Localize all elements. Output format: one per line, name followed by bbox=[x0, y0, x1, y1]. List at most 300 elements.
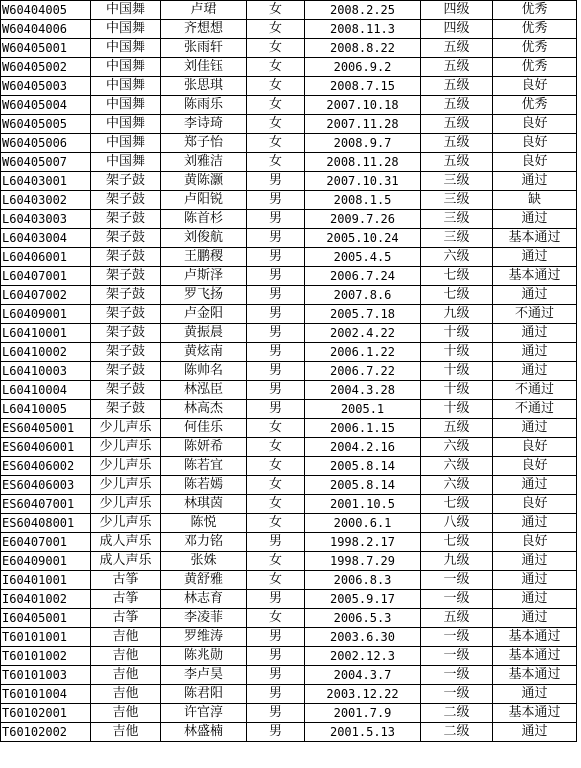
gender-cell: 男 bbox=[247, 685, 305, 704]
exam-level-cell: 九级 bbox=[421, 305, 493, 324]
candidate-id-cell: L60410001 bbox=[1, 324, 91, 343]
birth-date-cell: 1998.7.29 bbox=[305, 552, 421, 571]
candidate-id-cell: ES60406003 bbox=[1, 476, 91, 495]
subject-cell: 架子鼓 bbox=[91, 286, 161, 305]
result-cell: 通过 bbox=[493, 172, 577, 191]
subject-cell: 吉他 bbox=[91, 704, 161, 723]
birth-date-cell: 2001.10.5 bbox=[305, 495, 421, 514]
birth-date-cell: 2009.7.26 bbox=[305, 210, 421, 229]
table-row bbox=[1, 77, 577, 96]
candidate-id-cell: W60405007 bbox=[1, 153, 91, 172]
exam-level-cell: 一级 bbox=[421, 647, 493, 666]
student-name-cell: 李诗琦 bbox=[161, 115, 247, 134]
candidate-id-cell: T60102001 bbox=[1, 704, 91, 723]
gender-cell: 男 bbox=[247, 248, 305, 267]
student-name-cell: 陈雨乐 bbox=[161, 96, 247, 115]
candidate-id-cell: W60405001 bbox=[1, 39, 91, 58]
birth-date-cell: 2000.6.1 bbox=[305, 514, 421, 533]
student-name-cell: 卢金阳 bbox=[161, 305, 247, 324]
exam-level-cell: 三级 bbox=[421, 210, 493, 229]
table-row bbox=[1, 172, 577, 191]
table-row bbox=[1, 1, 577, 20]
subject-cell: 古筝 bbox=[91, 571, 161, 590]
gender-cell: 男 bbox=[247, 666, 305, 685]
candidate-id-cell: E60409001 bbox=[1, 552, 91, 571]
birth-date-cell: 2007.8.6 bbox=[305, 286, 421, 305]
gender-cell: 女 bbox=[247, 609, 305, 628]
subject-cell: 架子鼓 bbox=[91, 400, 161, 419]
table-row bbox=[1, 153, 577, 172]
result-cell: 通过 bbox=[493, 552, 577, 571]
table-row bbox=[1, 20, 577, 39]
result-cell: 不通过 bbox=[493, 400, 577, 419]
student-name-cell: 陈妍希 bbox=[161, 438, 247, 457]
gender-cell: 男 bbox=[247, 229, 305, 248]
gender-cell: 男 bbox=[247, 210, 305, 229]
exam-level-cell: 五级 bbox=[421, 419, 493, 438]
table-row bbox=[1, 590, 577, 609]
subject-cell: 吉他 bbox=[91, 666, 161, 685]
result-cell: 良好 bbox=[493, 134, 577, 153]
birth-date-cell: 2008.11.3 bbox=[305, 20, 421, 39]
table-row bbox=[1, 39, 577, 58]
exam-level-cell: 十级 bbox=[421, 343, 493, 362]
exam-level-cell: 七级 bbox=[421, 495, 493, 514]
student-name-cell: 林盛楠 bbox=[161, 723, 247, 742]
result-cell: 通过 bbox=[493, 476, 577, 495]
student-name-cell: 张思琪 bbox=[161, 77, 247, 96]
subject-cell: 吉他 bbox=[91, 647, 161, 666]
subject-cell: 中国舞 bbox=[91, 20, 161, 39]
exam-level-cell: 三级 bbox=[421, 172, 493, 191]
birth-date-cell: 2004.3.28 bbox=[305, 381, 421, 400]
gender-cell: 男 bbox=[247, 305, 305, 324]
exam-level-cell: 十级 bbox=[421, 324, 493, 343]
result-cell: 通过 bbox=[493, 343, 577, 362]
table-row bbox=[1, 134, 577, 153]
exam-level-cell: 十级 bbox=[421, 400, 493, 419]
subject-cell: 吉他 bbox=[91, 723, 161, 742]
gender-cell: 男 bbox=[247, 723, 305, 742]
result-cell: 良好 bbox=[493, 115, 577, 134]
subject-cell: 吉他 bbox=[91, 685, 161, 704]
student-name-cell: 林高杰 bbox=[161, 400, 247, 419]
subject-cell: 架子鼓 bbox=[91, 343, 161, 362]
candidate-id-cell: L60406001 bbox=[1, 248, 91, 267]
gender-cell: 男 bbox=[247, 362, 305, 381]
table-row bbox=[1, 495, 577, 514]
result-cell: 优秀 bbox=[493, 96, 577, 115]
gender-cell: 女 bbox=[247, 1, 305, 20]
gender-cell: 女 bbox=[247, 153, 305, 172]
exam-level-cell: 一级 bbox=[421, 685, 493, 704]
candidate-id-cell: ES60408001 bbox=[1, 514, 91, 533]
result-cell: 优秀 bbox=[493, 20, 577, 39]
result-cell: 优秀 bbox=[493, 39, 577, 58]
candidate-id-cell: L60410003 bbox=[1, 362, 91, 381]
student-name-cell: 李凌菲 bbox=[161, 609, 247, 628]
table-row bbox=[1, 628, 577, 647]
result-cell: 良好 bbox=[493, 438, 577, 457]
result-cell: 基本通过 bbox=[493, 666, 577, 685]
subject-cell: 架子鼓 bbox=[91, 267, 161, 286]
table-row bbox=[1, 343, 577, 362]
candidate-id-cell: L60410005 bbox=[1, 400, 91, 419]
student-name-cell: 李卢昊 bbox=[161, 666, 247, 685]
result-cell: 通过 bbox=[493, 210, 577, 229]
birth-date-cell: 2006.7.22 bbox=[305, 362, 421, 381]
candidate-id-cell: W60404006 bbox=[1, 20, 91, 39]
student-name-cell: 黄振晨 bbox=[161, 324, 247, 343]
result-cell: 良好 bbox=[493, 533, 577, 552]
exam-level-cell: 六级 bbox=[421, 476, 493, 495]
gender-cell: 男 bbox=[247, 191, 305, 210]
table-row bbox=[1, 685, 577, 704]
table-row bbox=[1, 362, 577, 381]
subject-cell: 古筝 bbox=[91, 609, 161, 628]
gender-cell: 男 bbox=[247, 286, 305, 305]
subject-cell: 少儿声乐 bbox=[91, 476, 161, 495]
result-cell: 通过 bbox=[493, 514, 577, 533]
birth-date-cell: 2005.10.24 bbox=[305, 229, 421, 248]
subject-cell: 成人声乐 bbox=[91, 552, 161, 571]
exam-level-cell: 一级 bbox=[421, 571, 493, 590]
table-row bbox=[1, 210, 577, 229]
student-name-cell: 卢阳锐 bbox=[161, 191, 247, 210]
student-name-cell: 陈君阳 bbox=[161, 685, 247, 704]
result-cell: 通过 bbox=[493, 286, 577, 305]
exam-level-cell: 八级 bbox=[421, 514, 493, 533]
gender-cell: 男 bbox=[247, 267, 305, 286]
result-cell: 基本通过 bbox=[493, 628, 577, 647]
subject-cell: 架子鼓 bbox=[91, 362, 161, 381]
subject-cell: 中国舞 bbox=[91, 77, 161, 96]
gender-cell: 女 bbox=[247, 457, 305, 476]
table-row bbox=[1, 324, 577, 343]
subject-cell: 架子鼓 bbox=[91, 305, 161, 324]
student-name-cell: 林志育 bbox=[161, 590, 247, 609]
candidate-id-cell: ES60407001 bbox=[1, 495, 91, 514]
candidate-id-cell: L60409001 bbox=[1, 305, 91, 324]
candidate-id-cell: L60403003 bbox=[1, 210, 91, 229]
candidate-id-cell: L60403004 bbox=[1, 229, 91, 248]
gender-cell: 男 bbox=[247, 324, 305, 343]
birth-date-cell: 2007.10.31 bbox=[305, 172, 421, 191]
birth-date-cell: 2008.8.22 bbox=[305, 39, 421, 58]
gender-cell: 男 bbox=[247, 590, 305, 609]
table-row bbox=[1, 514, 577, 533]
gender-cell: 男 bbox=[247, 704, 305, 723]
subject-cell: 少儿声乐 bbox=[91, 514, 161, 533]
table-row bbox=[1, 305, 577, 324]
result-cell: 通过 bbox=[493, 590, 577, 609]
result-cell: 良好 bbox=[493, 457, 577, 476]
candidate-id-cell: I60401002 bbox=[1, 590, 91, 609]
result-cell: 通过 bbox=[493, 685, 577, 704]
exam-level-cell: 三级 bbox=[421, 191, 493, 210]
gender-cell: 女 bbox=[247, 77, 305, 96]
subject-cell: 中国舞 bbox=[91, 58, 161, 77]
gender-cell: 女 bbox=[247, 571, 305, 590]
result-cell: 优秀 bbox=[493, 58, 577, 77]
result-cell: 通过 bbox=[493, 362, 577, 381]
candidate-id-cell: L60407002 bbox=[1, 286, 91, 305]
exam-level-cell: 五级 bbox=[421, 134, 493, 153]
table-row bbox=[1, 723, 577, 742]
candidate-id-cell: W60405002 bbox=[1, 58, 91, 77]
table-row bbox=[1, 457, 577, 476]
result-cell: 良好 bbox=[493, 77, 577, 96]
gender-cell: 女 bbox=[247, 96, 305, 115]
subject-cell: 中国舞 bbox=[91, 153, 161, 172]
candidate-id-cell: W60405006 bbox=[1, 134, 91, 153]
result-cell: 通过 bbox=[493, 419, 577, 438]
student-name-cell: 邓力铭 bbox=[161, 533, 247, 552]
birth-date-cell: 2004.2.16 bbox=[305, 438, 421, 457]
birth-date-cell: 2008.2.25 bbox=[305, 1, 421, 20]
student-name-cell: 卢斯泽 bbox=[161, 267, 247, 286]
birth-date-cell: 2008.7.15 bbox=[305, 77, 421, 96]
gender-cell: 女 bbox=[247, 438, 305, 457]
exam-level-cell: 七级 bbox=[421, 267, 493, 286]
birth-date-cell: 2004.3.7 bbox=[305, 666, 421, 685]
candidate-id-cell: E60407001 bbox=[1, 533, 91, 552]
student-name-cell: 黄炫南 bbox=[161, 343, 247, 362]
gender-cell: 女 bbox=[247, 20, 305, 39]
subject-cell: 成人声乐 bbox=[91, 533, 161, 552]
subject-cell: 架子鼓 bbox=[91, 229, 161, 248]
candidate-id-cell: ES60406001 bbox=[1, 438, 91, 457]
candidate-id-cell: ES60406002 bbox=[1, 457, 91, 476]
exam-level-cell: 七级 bbox=[421, 533, 493, 552]
birth-date-cell: 2005.8.14 bbox=[305, 476, 421, 495]
gender-cell: 男 bbox=[247, 172, 305, 191]
birth-date-cell: 2001.7.9 bbox=[305, 704, 421, 723]
subject-cell: 架子鼓 bbox=[91, 324, 161, 343]
gender-cell: 男 bbox=[247, 647, 305, 666]
result-cell: 良好 bbox=[493, 153, 577, 172]
student-name-cell: 陈悦 bbox=[161, 514, 247, 533]
birth-date-cell: 2005.7.18 bbox=[305, 305, 421, 324]
table-row bbox=[1, 438, 577, 457]
birth-date-cell: 2006.8.3 bbox=[305, 571, 421, 590]
birth-date-cell: 1998.2.17 bbox=[305, 533, 421, 552]
birth-date-cell: 2005.8.14 bbox=[305, 457, 421, 476]
table-row bbox=[1, 552, 577, 571]
table-row bbox=[1, 704, 577, 723]
student-name-cell: 张姝 bbox=[161, 552, 247, 571]
candidate-id-cell: L60403002 bbox=[1, 191, 91, 210]
subject-cell: 中国舞 bbox=[91, 96, 161, 115]
gender-cell: 女 bbox=[247, 419, 305, 438]
candidate-id-cell: T60101004 bbox=[1, 685, 91, 704]
subject-cell: 少儿声乐 bbox=[91, 495, 161, 514]
gender-cell: 男 bbox=[247, 533, 305, 552]
result-cell: 通过 bbox=[493, 248, 577, 267]
birth-date-cell: 2006.7.24 bbox=[305, 267, 421, 286]
birth-date-cell: 2007.11.28 bbox=[305, 115, 421, 134]
student-name-cell: 林琪茵 bbox=[161, 495, 247, 514]
exam-level-cell: 九级 bbox=[421, 552, 493, 571]
exam-level-cell: 二级 bbox=[421, 704, 493, 723]
exam-level-cell: 六级 bbox=[421, 438, 493, 457]
subject-cell: 少儿声乐 bbox=[91, 438, 161, 457]
table-row bbox=[1, 115, 577, 134]
subject-cell: 少儿声乐 bbox=[91, 419, 161, 438]
birth-date-cell: 2008.9.7 bbox=[305, 134, 421, 153]
student-name-cell: 刘佳钰 bbox=[161, 58, 247, 77]
result-cell: 基本通过 bbox=[493, 647, 577, 666]
candidate-id-cell: W60405003 bbox=[1, 77, 91, 96]
exam-level-cell: 十级 bbox=[421, 381, 493, 400]
exam-level-cell: 三级 bbox=[421, 229, 493, 248]
result-cell: 不通过 bbox=[493, 381, 577, 400]
candidate-id-cell: T60102002 bbox=[1, 723, 91, 742]
result-cell: 基本通过 bbox=[493, 267, 577, 286]
subject-cell: 架子鼓 bbox=[91, 191, 161, 210]
exam-level-cell: 五级 bbox=[421, 115, 493, 134]
subject-cell: 中国舞 bbox=[91, 115, 161, 134]
exam-level-cell: 五级 bbox=[421, 58, 493, 77]
gender-cell: 女 bbox=[247, 476, 305, 495]
result-cell: 通过 bbox=[493, 571, 577, 590]
exam-level-cell: 四级 bbox=[421, 1, 493, 20]
subject-cell: 少儿声乐 bbox=[91, 457, 161, 476]
candidate-id-cell: W60404005 bbox=[1, 1, 91, 20]
table-body bbox=[1, 1, 577, 742]
subject-cell: 中国舞 bbox=[91, 1, 161, 20]
student-name-cell: 何佳乐 bbox=[161, 419, 247, 438]
candidate-id-cell: ES60405001 bbox=[1, 419, 91, 438]
gender-cell: 女 bbox=[247, 39, 305, 58]
birth-date-cell: 2002.12.3 bbox=[305, 647, 421, 666]
student-name-cell: 卢珺 bbox=[161, 1, 247, 20]
result-cell: 不通过 bbox=[493, 305, 577, 324]
exam-level-cell: 五级 bbox=[421, 77, 493, 96]
exam-level-cell: 七级 bbox=[421, 286, 493, 305]
candidate-id-cell: W60405004 bbox=[1, 96, 91, 115]
exam-level-cell: 二级 bbox=[421, 723, 493, 742]
birth-date-cell: 2008.11.28 bbox=[305, 153, 421, 172]
result-cell: 通过 bbox=[493, 324, 577, 343]
birth-date-cell: 2006.1.22 bbox=[305, 343, 421, 362]
student-name-cell: 许官淳 bbox=[161, 704, 247, 723]
table-row bbox=[1, 533, 577, 552]
table-row bbox=[1, 647, 577, 666]
candidate-id-cell: T60101001 bbox=[1, 628, 91, 647]
student-name-cell: 陈若宜 bbox=[161, 457, 247, 476]
birth-date-cell: 2003.6.30 bbox=[305, 628, 421, 647]
table-row bbox=[1, 248, 577, 267]
table-row bbox=[1, 400, 577, 419]
gender-cell: 男 bbox=[247, 400, 305, 419]
exam-level-cell: 五级 bbox=[421, 96, 493, 115]
subject-cell: 中国舞 bbox=[91, 134, 161, 153]
subject-cell: 架子鼓 bbox=[91, 248, 161, 267]
gender-cell: 女 bbox=[247, 495, 305, 514]
subject-cell: 架子鼓 bbox=[91, 381, 161, 400]
exam-level-cell: 六级 bbox=[421, 457, 493, 476]
subject-cell: 吉他 bbox=[91, 628, 161, 647]
table-row bbox=[1, 381, 577, 400]
birth-date-cell: 2006.5.3 bbox=[305, 609, 421, 628]
candidate-id-cell: I60401001 bbox=[1, 571, 91, 590]
birth-date-cell: 2006.1.15 bbox=[305, 419, 421, 438]
result-cell: 通过 bbox=[493, 723, 577, 742]
exam-level-cell: 五级 bbox=[421, 609, 493, 628]
table-row bbox=[1, 229, 577, 248]
exam-level-cell: 十级 bbox=[421, 362, 493, 381]
result-cell: 良好 bbox=[493, 495, 577, 514]
table-row bbox=[1, 267, 577, 286]
gender-cell: 男 bbox=[247, 628, 305, 647]
gender-cell: 女 bbox=[247, 552, 305, 571]
student-name-cell: 黄陈灏 bbox=[161, 172, 247, 191]
student-name-cell: 陈首杉 bbox=[161, 210, 247, 229]
candidate-id-cell: L60410002 bbox=[1, 343, 91, 362]
table-row bbox=[1, 571, 577, 590]
table-row bbox=[1, 96, 577, 115]
subject-cell: 架子鼓 bbox=[91, 172, 161, 191]
exam-level-cell: 四级 bbox=[421, 20, 493, 39]
candidate-id-cell: L60403001 bbox=[1, 172, 91, 191]
candidate-id-cell: T60101002 bbox=[1, 647, 91, 666]
student-name-cell: 刘俊航 bbox=[161, 229, 247, 248]
student-name-cell: 陈帅名 bbox=[161, 362, 247, 381]
gender-cell: 男 bbox=[247, 381, 305, 400]
result-cell: 通过 bbox=[493, 609, 577, 628]
candidate-id-cell: L60410004 bbox=[1, 381, 91, 400]
table-row bbox=[1, 609, 577, 628]
birth-date-cell: 2005.1 bbox=[305, 400, 421, 419]
table-row bbox=[1, 58, 577, 77]
birth-date-cell: 2003.12.22 bbox=[305, 685, 421, 704]
table-row bbox=[1, 419, 577, 438]
gender-cell: 女 bbox=[247, 134, 305, 153]
gender-cell: 女 bbox=[247, 115, 305, 134]
table-row bbox=[1, 476, 577, 495]
birth-date-cell: 2008.1.5 bbox=[305, 191, 421, 210]
student-name-cell: 郑子怡 bbox=[161, 134, 247, 153]
birth-date-cell: 2005.4.5 bbox=[305, 248, 421, 267]
student-name-cell: 陈兆勋 bbox=[161, 647, 247, 666]
subject-cell: 中国舞 bbox=[91, 39, 161, 58]
birth-date-cell: 2001.5.13 bbox=[305, 723, 421, 742]
table-row bbox=[1, 666, 577, 685]
exam-level-cell: 一级 bbox=[421, 666, 493, 685]
birth-date-cell: 2006.9.2 bbox=[305, 58, 421, 77]
result-cell: 基本通过 bbox=[493, 704, 577, 723]
student-name-cell: 齐想想 bbox=[161, 20, 247, 39]
exam-level-cell: 五级 bbox=[421, 39, 493, 58]
exam-level-cell: 五级 bbox=[421, 153, 493, 172]
birth-date-cell: 2002.4.22 bbox=[305, 324, 421, 343]
result-cell: 缺 bbox=[493, 191, 577, 210]
gender-cell: 女 bbox=[247, 58, 305, 77]
student-name-cell: 张雨轩 bbox=[161, 39, 247, 58]
student-name-cell: 王鹏稷 bbox=[161, 248, 247, 267]
table-row bbox=[1, 191, 577, 210]
exam-level-cell: 一级 bbox=[421, 590, 493, 609]
student-name-cell: 刘雅洁 bbox=[161, 153, 247, 172]
candidate-id-cell: I60405001 bbox=[1, 609, 91, 628]
birth-date-cell: 2007.10.18 bbox=[305, 96, 421, 115]
student-name-cell: 陈若嫣 bbox=[161, 476, 247, 495]
table-row bbox=[1, 286, 577, 305]
student-name-cell: 黄舒雅 bbox=[161, 571, 247, 590]
subject-cell: 架子鼓 bbox=[91, 210, 161, 229]
student-name-cell: 罗飞扬 bbox=[161, 286, 247, 305]
